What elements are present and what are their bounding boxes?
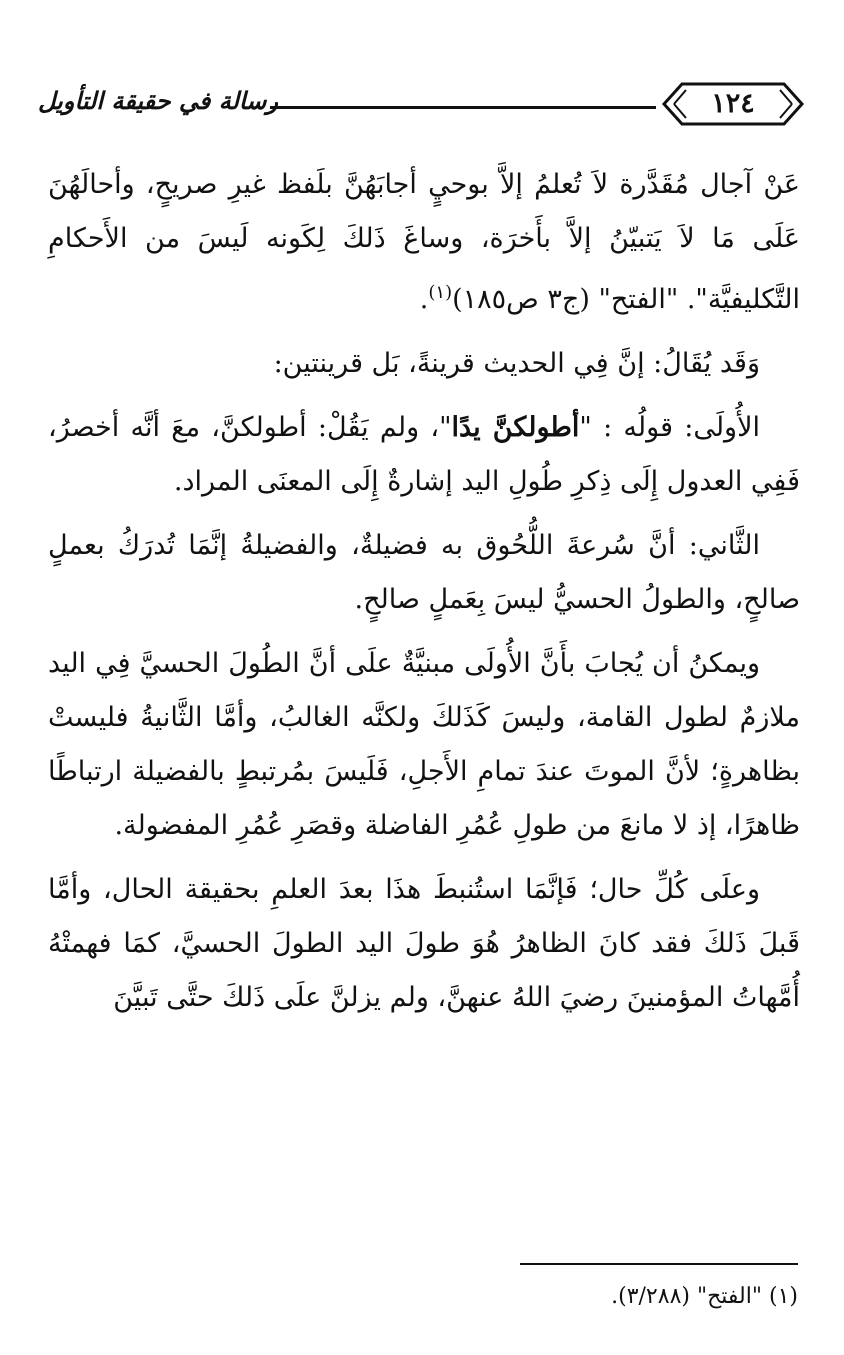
- paragraph-1-end: .: [419, 284, 429, 315]
- paragraph-1-text: عَنْ آجال مُقَدَّرة لاَ تُعلمُ إلاَّ بوحيٍ أجابَهُنَّ بلَفظ غيرِ صريحٍ، وأحالَهُنَ عَلَى مَا لاَ يَتبيّنُ إلاَّ بأَخرَة، وساغَ ذَلكَ لِكَونه لَيسَ من الأَحكامِ التَّكليفيَّة". "الفتح" (ج٣ ص١٨٥): [48, 169, 800, 315]
- paragraph-3: [48, 401, 800, 509]
- paragraph-1: [48, 158, 800, 327]
- header-rule: [270, 106, 656, 109]
- page-number: ١٢٤: [711, 88, 755, 119]
- paragraph-3-rest: "، ولم يَقُلْ: أطولكنَّ، معَ أنَّه أخصرُ، فَفِي العدول إِلَى ذِكرِ طُولِ اليد إشارةٌ إِلَى المعنَى المراد.: [48, 412, 800, 497]
- footnote: (١) "الفتح" (٣/٢٨٨).: [611, 1284, 798, 1309]
- paragraph-5: ويمكنُ أن يُجابَ بأَنَّ الأُولَى مبنيَّةٌ علَى أنَّ الطُولَ الحسيَّ فِي اليد ملازمٌ لطول القامة، وليسَ كَذَلكَ ولكنَّه الغالبُ، وأمَّا الثَّانيةُ فليستْ بظاهرةٍ؛ لأنَّ الموتَ عندَ تمامِ الأَجلِ، فَلَيسَ بمُرتبطٍ بالفضيلة ارتباطًا ظاهرًا، إذ لا مانعَ من طولِ عُمُرِ الفاضلة وقصَرِ عُمُرِ المفضولة.: [48, 648, 800, 841]
- paragraph-6: وعلَى كُلِّ حال؛ فَإنَّمَا استُنبطَ هذَا بعدَ العلمِ بحقيقة الحال، وأمَّا قَبلَ ذَلكَ فقد كانَ الظاهرُ هُوَ طولَ اليد الطولَ الحسيَّ، كمَا فهمتْهُ أُمَّهاتُ المؤمنينَ رضيَ اللهُ عنهنَّ، ولم يزلنَّ علَى ذَلكَ حتَّى تَبيَّنَ: [48, 874, 800, 1013]
- paragraph-3-quote: أطولكنَّ يدًا: [451, 412, 580, 443]
- page-number-badge: [660, 76, 806, 132]
- footnote-rule: [520, 1263, 798, 1265]
- footnote-reference: (١): [428, 282, 453, 303]
- main-text: [48, 158, 800, 1035]
- paragraph-2: وَقَد يُقَالُ: إنَّ فِي الحديث قرينةً، بَل قرينتين:: [273, 348, 760, 379]
- paragraph-3-lead: الأُولَى: قولُه : ": [579, 412, 760, 443]
- running-title: رسالة في حقيقة التأويل: [38, 86, 278, 115]
- page-header: [38, 76, 806, 132]
- paragraph-4: الثَّاني: أنَّ سُرعةَ اللُّحُوق به فضيلةٌ، والفضيلةُ إنَّمَا تُدرَكُ بعملٍ صالحٍ، والطولُ الحسيُّ ليسَ بِعَملٍ صالحٍ.: [48, 530, 800, 615]
